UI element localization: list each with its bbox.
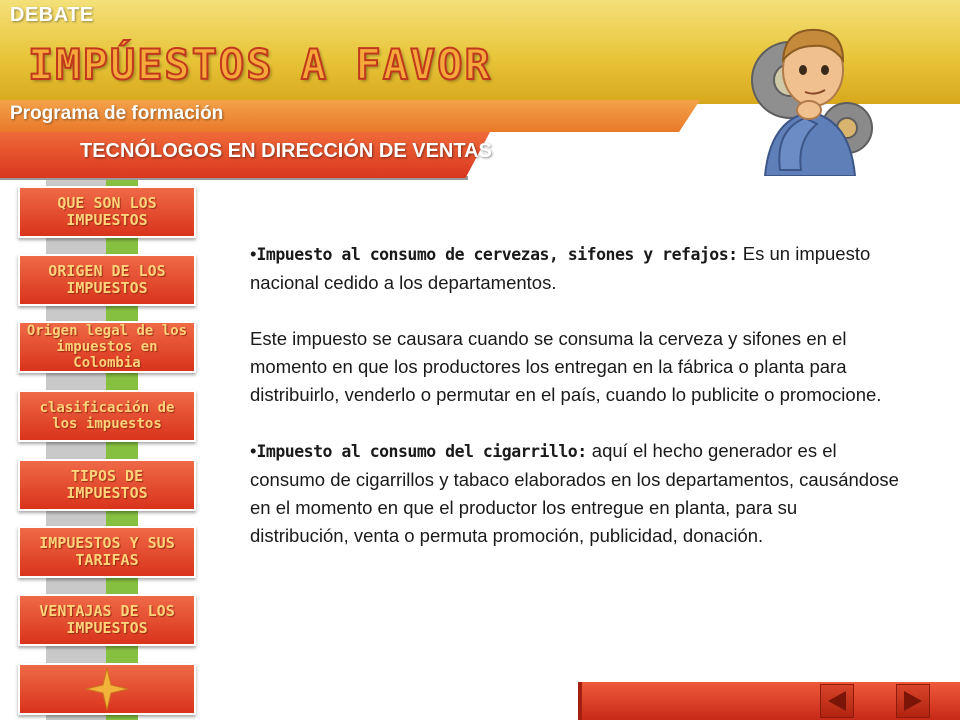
sidebar-item-que-son-los-impuestos[interactable] — [18, 186, 196, 238]
sidebar-item-ventajas[interactable] — [18, 594, 196, 646]
sidebar-item-label: TIPOS DE IMPUESTOS — [66, 467, 148, 502]
paragraph-cervezas: •Impuesto al consumo de cervezas, sifones y refajos: Es un impuesto nacional cedido a los departamentos. — [250, 243, 871, 293]
main-content — [250, 240, 900, 578]
sidebar-item-label: IMPUESTOS Y SUS TARIFAS — [39, 534, 175, 569]
sidebar-item-label: Origen legal de los impuestos en Colombia — [26, 323, 188, 371]
sidebar-item-label: ORIGEN DE LOS IMPUESTOS — [48, 262, 166, 297]
star-icon — [84, 666, 130, 712]
program-subtitle: TECNÓLOGOS EN DIRECCIÓN DE VENTAS — [80, 140, 492, 162]
sidebar-item-tipos-de-impuestos[interactable] — [18, 459, 196, 511]
triangle-left-icon — [826, 689, 848, 713]
term-cigarrillo: Impuesto al consumo del cigarrillo: — [256, 442, 587, 461]
sidebar-item-clasificacion[interactable] — [18, 390, 196, 442]
triangle-right-icon — [902, 689, 924, 713]
thinking-man-icon — [735, 0, 885, 176]
sidebar-item-origen-legal[interactable] — [18, 321, 196, 373]
text-cervezas: Es un impuesto nacional cedido a los departamentos. — [250, 243, 871, 293]
debate-label: DEBATE — [10, 4, 94, 26]
program-label: Programa de formación — [10, 103, 224, 124]
sidebar-item-label: VENTAJAS DE LOS IMPUESTOS — [39, 602, 175, 637]
sidebar-item-label: clasificación de los impuestos — [39, 400, 175, 432]
text-cigarrillo: aquí el hecho generador es el consumo de cigarrillos y tabaco elaborados en los departamentos, causándose en el momento en que el productor los entregue en planta, para su distribución, venta o permuta promoción, publicidad, donación. — [250, 440, 899, 546]
bottom-nav-divider — [578, 682, 582, 720]
paragraph-cigarrillo: •Impuesto al consumo del cigarrillo: aquí el hecho generador es el consumo de cigarrillos y tabaco elaborados en los departamentos, causándose en el momento en que el productor los entregue en planta, para su distribución, venta o permuta promoción, publicidad, donación. — [250, 440, 899, 546]
home-star-button[interactable] — [18, 663, 196, 715]
page-title: IMPÚESTOS A FAVOR — [28, 40, 492, 89]
sidebar-item-impuestos-y-sus-tarifas[interactable] — [18, 526, 196, 578]
sidebar-item-origen-de-los-impuestos[interactable] — [18, 254, 196, 306]
next-button[interactable] — [896, 684, 930, 718]
term-cervezas: Impuesto al consumo de cervezas, sifones y refajos: — [256, 245, 738, 264]
previous-button[interactable] — [820, 684, 854, 718]
paragraph-causacion: Este impuesto se causara cuando se consuma la cerveza y sifones en el momento en que los productores los entregan en la fábrica o planta para distribuirlo, venderlo o permutar en el país, cuando lo publicite o promocione. — [250, 328, 882, 405]
sidebar-item-label: QUE SON LOS IMPUESTOS — [57, 194, 157, 229]
